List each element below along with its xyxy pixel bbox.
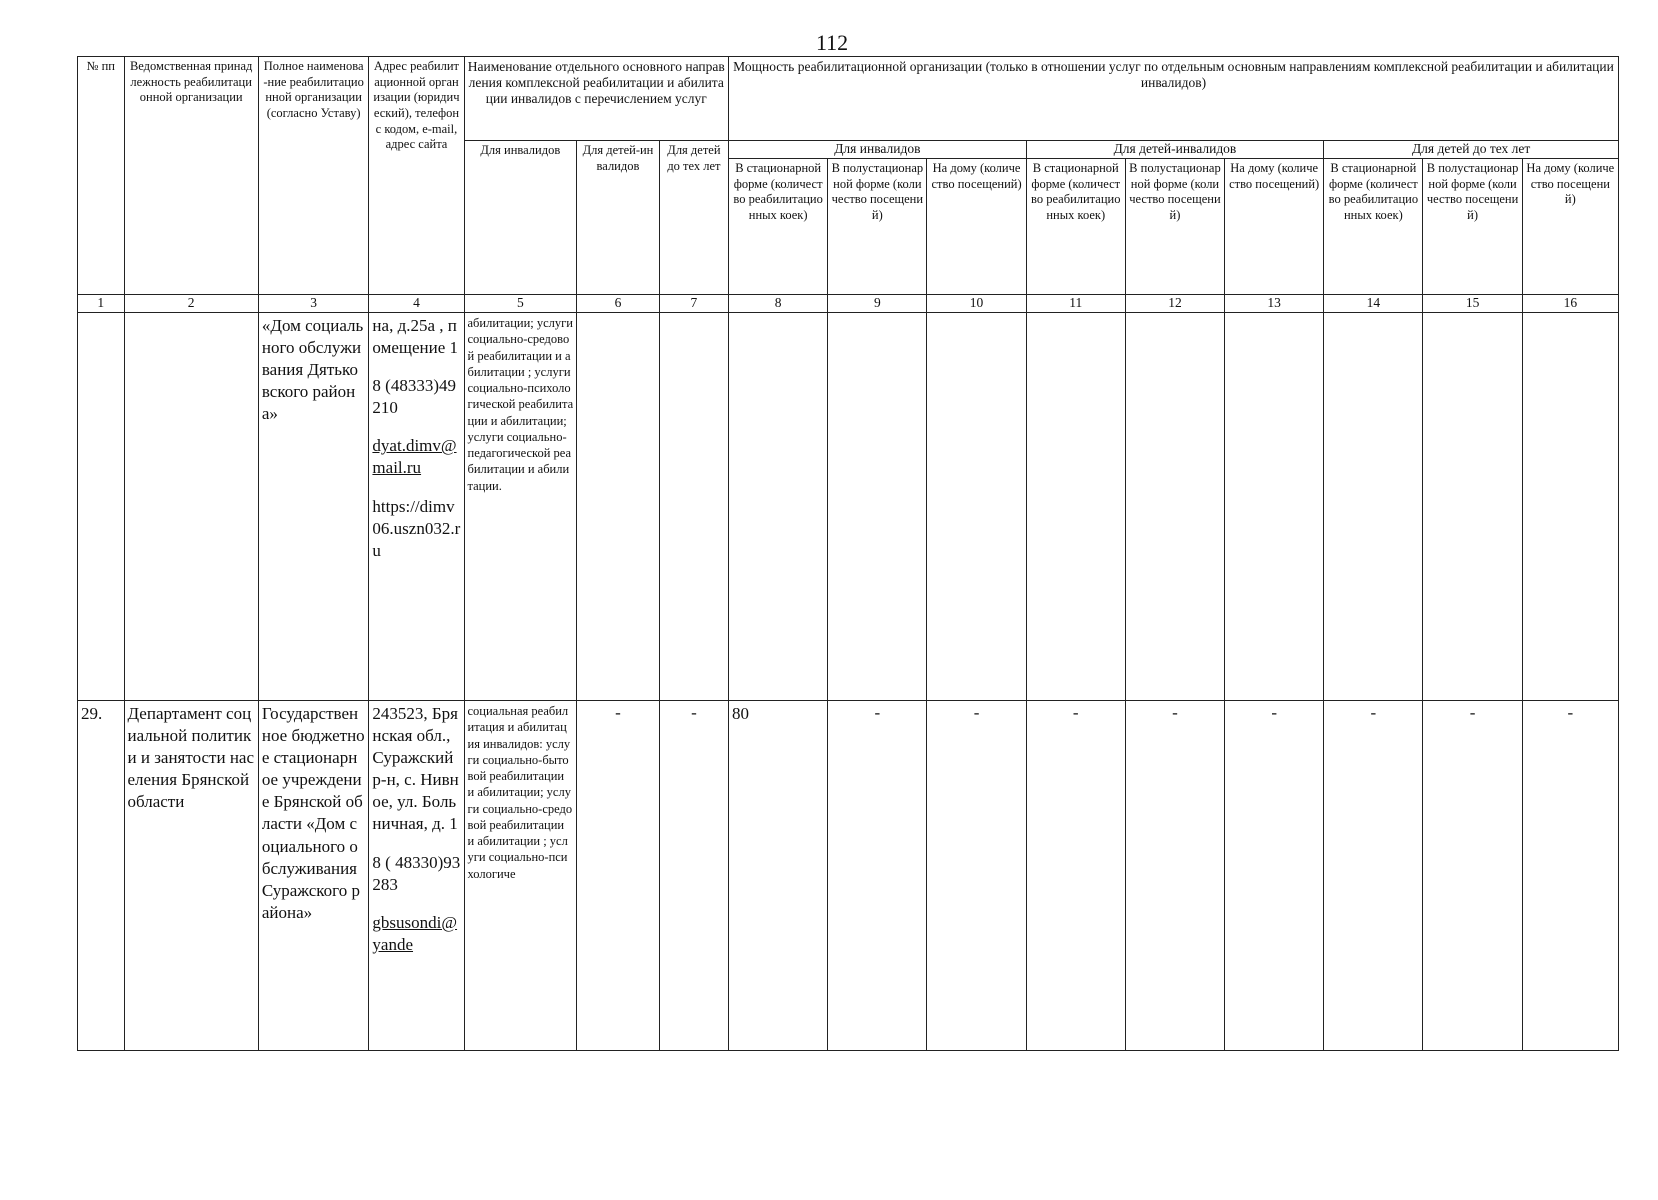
header-col-1: № пп: [78, 57, 125, 295]
row-contacts: [369, 701, 464, 1051]
row-value-col-8: 80: [729, 701, 828, 1051]
row-number: 29.: [78, 701, 125, 1051]
row-value-col-7: [659, 313, 728, 701]
header-services-group: Наименование отдельного основного направления комплексной реабилитации и абилитации инвалидов с перечислением услуг: [464, 57, 729, 141]
column-number: 9: [828, 295, 927, 313]
row-value-col-13: -: [1225, 701, 1324, 1051]
column-number: 16: [1522, 295, 1618, 313]
row-phone: 8 (48333)49210: [372, 376, 456, 418]
row-value-col-16: [1522, 313, 1618, 701]
row-value-col-15: [1423, 313, 1522, 701]
row-phone: 8 ( 48330)93283: [372, 852, 461, 894]
header-col-2: Ведомственная принадлежность реабилитационной организации: [124, 57, 258, 295]
header-col-7: Для детей до тех лет: [659, 141, 728, 295]
page-number: 112: [816, 30, 849, 55]
row-value-col-9: [828, 313, 927, 701]
header-col-10: На дому (количество посещений): [927, 159, 1026, 295]
row-organization-name: «Дом социального обслуживания Дятьковского района»: [258, 313, 369, 701]
row-value-col-10: -: [927, 701, 1026, 1051]
header-col-8: В стационарной форме (количество реабилитационных коек): [729, 159, 828, 295]
column-number: 12: [1125, 295, 1224, 313]
row-value-col-11: -: [1026, 701, 1125, 1051]
table-row: [78, 701, 1619, 1051]
header-col-14: В стационарной форме (количество реабилитационных коек): [1324, 159, 1423, 295]
rehabilitation-organizations-table: [77, 56, 1619, 1051]
column-number: 8: [729, 295, 828, 313]
row-value-col-11: [1026, 313, 1125, 701]
row-organization-name: Государственное бюджетное стационарное учреждение Брянской области «Дом социального обслуживания Суражского района»: [258, 701, 369, 1051]
row-value-col-14: [1324, 313, 1423, 701]
row-value-col-8: [729, 313, 828, 701]
header-col-6: Для детей-инвалидов: [577, 141, 660, 295]
header-col-4: Адрес реабилитационной организации (юридический), телефон с кодом, e-mail, адрес сайта: [369, 57, 464, 295]
column-number: 15: [1423, 295, 1522, 313]
row-value-col-12: [1125, 313, 1224, 701]
header-col-12: В полустационарной форме (количество посещений): [1125, 159, 1224, 295]
column-number: 4: [369, 295, 464, 313]
row-value-col-13: [1225, 313, 1324, 701]
row-value-col-6: [577, 313, 660, 701]
row-email-link[interactable]: gbsusondi@yande: [372, 912, 458, 954]
column-number: 11: [1026, 295, 1125, 313]
header-col-11: В стационарной форме (количество реабилитационных коек): [1026, 159, 1125, 295]
header-col-15: В полустационарной форме (количество посещений): [1423, 159, 1522, 295]
row-services: социальная реабилитация и абилитация инвалидов: услуги социально-бытовой реабилитации и абилитации; услуги социально-средовой реабилитации и абилитации ; услуги социально-психологиче: [464, 701, 577, 1051]
table-row: [78, 313, 1619, 701]
row-department: [124, 313, 258, 701]
column-number: 13: [1225, 295, 1324, 313]
row-value-col-7: -: [659, 701, 728, 1051]
row-services: абилитации; услуги социально-средовой реабилитации и абилитации ; услуги социально-психологической реабилитации и абилитации; услуги социально-педагогической реабилитации и абилитации.: [464, 313, 577, 701]
column-number: 1: [78, 295, 125, 313]
row-value-col-6: -: [577, 701, 660, 1051]
header-sub-disabled: Для инвалидов: [729, 141, 1027, 159]
header-capacity-group: Мощность реабилитационной организации (только в отношении услуг по отдельным основным направлениям комплексной реабилитации и абилитации инвалидов): [729, 57, 1619, 141]
header-col-3: Полное наименова-ние реабилитационной организации (согласно Уставу): [258, 57, 369, 295]
header-col-9: В полустационарной форме (количество посещений): [828, 159, 927, 295]
header-sub-children-disabled: Для детей-инвалидов: [1026, 141, 1324, 159]
column-number: 6: [577, 295, 660, 313]
row-department: Департамент социальной политики и занятости населения Брянской области: [124, 701, 258, 1051]
column-number: 5: [464, 295, 577, 313]
column-number: 3: [258, 295, 369, 313]
column-number: 2: [124, 295, 258, 313]
row-value-col-14: -: [1324, 701, 1423, 1051]
row-contacts: [369, 313, 464, 701]
row-number: [78, 313, 125, 701]
header-col-13: На дому (количество посещений): [1225, 159, 1324, 295]
column-number: 10: [927, 295, 1026, 313]
row-value-col-9: -: [828, 701, 927, 1051]
header-col-5: Для инвалидов: [464, 141, 577, 295]
row-address: 243523, Брянская обл., Суражский р-н, с. Нивное, ул. Больничная, д. 1: [372, 704, 459, 834]
row-value-col-12: -: [1125, 701, 1224, 1051]
row-email-link[interactable]: dyat.dimv@mail.ru: [372, 436, 457, 478]
row-value-col-16: -: [1522, 701, 1618, 1051]
row-value-col-10: [927, 313, 1026, 701]
row-value-col-15: -: [1423, 701, 1522, 1051]
header-col-16: На дому (количество посещений): [1522, 159, 1618, 295]
row-address: на, д.25а , помещение 1: [372, 316, 459, 358]
column-number: 7: [659, 295, 728, 313]
row-website[interactable]: https://dimv06.uszn032.ru: [372, 496, 461, 560]
header-sub-children-young: Для детей до тех лет: [1324, 141, 1619, 159]
column-number: 14: [1324, 295, 1423, 313]
